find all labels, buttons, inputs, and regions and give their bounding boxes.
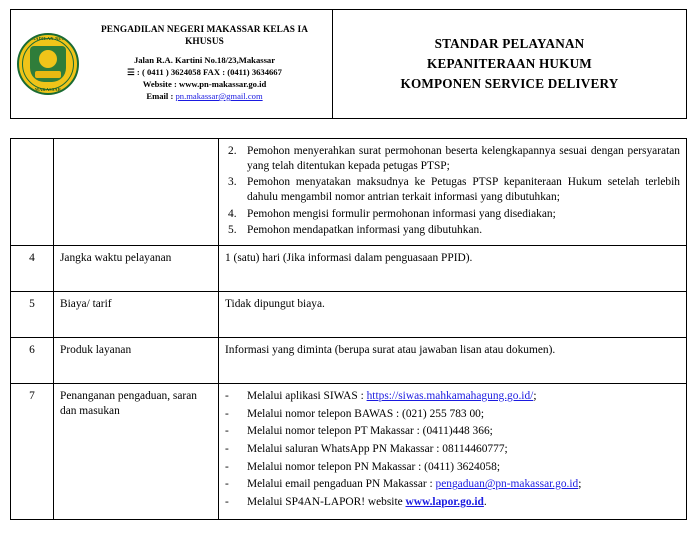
list-item-text xyxy=(247,495,680,510)
email-link[interactable]: pn.makassar@gmail.com xyxy=(175,90,263,101)
channel-prefix: Melalui SP4AN-LAPOR! website xyxy=(247,495,406,508)
list-item xyxy=(225,407,680,422)
list-item-number: 3. xyxy=(228,176,237,189)
logo-bottom-text: MAKASSAR xyxy=(34,87,62,92)
row-body: Tidak dipungut biaya. xyxy=(219,291,687,337)
complaint-channel-list xyxy=(225,389,680,510)
list-item-bullet: - xyxy=(225,478,229,491)
list-item xyxy=(225,442,680,457)
complaint-email-link[interactable]: pengaduan@pn-makassar.go.id xyxy=(435,478,579,491)
header-text-block xyxy=(81,25,326,103)
procedure-list xyxy=(225,144,680,238)
document-title xyxy=(400,34,618,94)
row-number xyxy=(11,139,54,246)
channel-suffix: . xyxy=(483,495,487,508)
row-label: Produk layanan xyxy=(54,337,219,383)
list-item-bullet: - xyxy=(225,460,229,473)
list-item xyxy=(225,223,680,238)
table-row xyxy=(11,337,687,383)
list-item-text: Pemohon mendapatkan informasi yang dibutuhkan. xyxy=(247,223,483,236)
row-body xyxy=(219,383,687,519)
lapor-link[interactable]: www.lapor.go.id xyxy=(405,495,484,508)
list-item xyxy=(225,460,680,475)
address-line-1: Jalan R.A. Kartini No.18/23,Makassar xyxy=(133,55,276,66)
table-row xyxy=(11,383,687,519)
court-emblem-icon xyxy=(17,33,79,95)
header-title-block xyxy=(333,10,686,118)
list-item-text: Melalui nomor telepon PN Makassar : (0411) 3624058; xyxy=(247,460,500,473)
row-label: Biaya/ tarif xyxy=(54,291,219,337)
header-identity-block xyxy=(11,10,333,118)
court-address xyxy=(83,55,326,102)
row-label xyxy=(54,139,219,246)
address-line-3: Website : www.pn-makassar.go.id xyxy=(142,79,267,90)
row-body: 1 (satu) hari (Jika informasi dalam penguasaan PPID). xyxy=(219,245,687,291)
row-number: 5 xyxy=(11,291,54,337)
siwas-link[interactable]: https://siwas.mahkamahagung.go.id/ xyxy=(366,389,534,402)
row-label: Penanganan pengaduan, saran dan masukan xyxy=(54,383,219,519)
list-item-number: 4. xyxy=(228,207,237,220)
address-line-4 xyxy=(83,91,326,103)
table-row xyxy=(11,139,687,246)
row-number: 6 xyxy=(11,337,54,383)
list-item-bullet: - xyxy=(225,425,229,438)
list-item-bullet: - xyxy=(225,389,229,402)
court-logo xyxy=(15,33,81,95)
list-item xyxy=(225,175,680,205)
title-line-2: KEPANITERAAN HUKUM xyxy=(427,55,592,71)
address-line-2: ☰ : ( 0411 ) 3624058 FAX : (0411) 3634667 xyxy=(127,67,282,78)
row-number: 4 xyxy=(11,245,54,291)
list-item xyxy=(225,477,680,492)
email-label: Email : xyxy=(146,90,176,101)
list-item-number: 2. xyxy=(228,145,237,157)
channel-suffix: ; xyxy=(578,478,582,491)
list-item-text: Melalui nomor telepon PT Makassar : (0411)448 366; xyxy=(247,425,493,438)
list-item-text xyxy=(247,477,680,492)
title-line-1: STANDAR PELAYANAN xyxy=(434,35,585,51)
row-label: Jangka waktu pelayanan xyxy=(54,245,219,291)
list-item-bullet: - xyxy=(225,495,229,508)
list-item-text: Pemohon menyatakan maksudnya ke Petugas PTSP kepaniteraan Hukum setelah terlebih dahulu mengambil nomor antrian terkait informasi yang dibutuhkan; xyxy=(247,176,680,204)
row-number: 7 xyxy=(11,383,54,519)
channel-prefix: Melalui email pengaduan PN Makassar : xyxy=(247,478,436,491)
channel-prefix: Melalui aplikasi SIWAS : xyxy=(247,389,367,402)
title-line-3: KOMPONEN SERVICE DELIVERY xyxy=(400,76,619,92)
channel-suffix: ; xyxy=(533,389,537,402)
list-item-number: 5. xyxy=(228,223,237,236)
document-header xyxy=(10,9,687,119)
list-item xyxy=(225,389,680,404)
logo-top-text: PENGADILAN NEGERI xyxy=(22,36,74,41)
list-item xyxy=(225,207,680,222)
list-item-text: Melalui nomor telepon BAWAS : (021) 255 783 00; xyxy=(247,407,484,420)
list-item xyxy=(225,144,680,174)
list-item-bullet: - xyxy=(225,407,229,420)
list-item xyxy=(225,424,680,439)
list-item-text: Pemohon mengisi formulir permohonan informasi yang disediakan; xyxy=(247,207,556,220)
logo-inner-shape xyxy=(30,46,66,82)
list-item-bullet: - xyxy=(225,442,229,455)
row-body xyxy=(219,139,687,246)
document-page xyxy=(0,9,697,552)
table-row xyxy=(11,291,687,337)
list-item-text xyxy=(247,389,680,404)
service-standard-table xyxy=(10,138,687,520)
table-row xyxy=(11,245,687,291)
court-name: PENGADILAN NEGERI MAKASSAR KELAS IA KHUSUS xyxy=(100,25,309,47)
list-item-text: Melalui saluran WhatsApp PN Makassar : 08114460777; xyxy=(247,442,508,455)
row-body: Informasi yang diminta (berupa surat atau jawaban lisan atau dokumen). xyxy=(219,337,687,383)
list-item-text: Pemohon menyerahkan surat permohonan beserta kelengkapannya sesuai dengan persyaratan yang telah ditentukan kepada petugas PTSP; xyxy=(247,145,680,173)
list-item xyxy=(225,495,680,510)
